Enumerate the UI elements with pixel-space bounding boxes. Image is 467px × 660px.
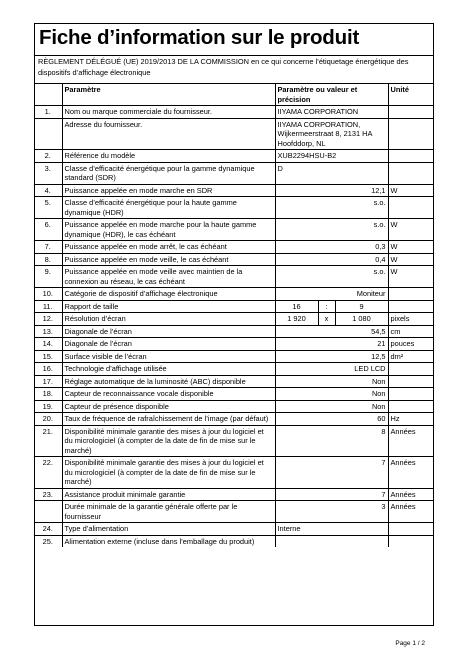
row-number: 23. xyxy=(34,488,62,501)
row-parameter: Adresse du fournisseur. xyxy=(62,118,275,150)
table-row xyxy=(34,118,434,150)
row-value: 0,3 xyxy=(275,241,388,254)
row-value: Moniteur xyxy=(275,288,388,301)
row-value: 7 xyxy=(275,457,388,489)
table-row xyxy=(34,219,434,241)
row-unit xyxy=(388,363,434,376)
table-row xyxy=(34,313,434,326)
row-unit: Années xyxy=(388,501,434,523)
page-title: Fiche d’information sur le produit xyxy=(39,26,360,49)
table-row xyxy=(34,325,434,338)
row-value: 21 xyxy=(275,338,388,351)
row-unit xyxy=(388,197,434,219)
row-value: 12,5 xyxy=(275,350,388,363)
value-part-1: 16 xyxy=(276,301,319,313)
row-value: 0,4 xyxy=(275,253,388,266)
row-number: 19. xyxy=(34,400,62,413)
table-row xyxy=(34,197,434,219)
row-parameter: Puissance appelée en mode veille avec maintien de la connexion au réseau, le cas échéant xyxy=(62,266,275,288)
row-parameter: Résolution d’écran xyxy=(62,313,275,326)
row-parameter: Réglage automatique de la luminosité (ABC) disponible xyxy=(62,375,275,388)
row-unit xyxy=(388,375,434,388)
row-parameter: Disponibilité minimale garantie des mises à jour du logiciel et du micrologiciel (à compter de la date de fin de mise sur le marché) xyxy=(62,457,275,489)
table-row xyxy=(34,162,434,184)
row-value: Non xyxy=(275,400,388,413)
row-unit: W xyxy=(388,266,434,288)
row-unit: W xyxy=(388,253,434,266)
header-value: Paramètre ou valeur et précision xyxy=(275,84,388,106)
split-value xyxy=(276,301,388,313)
row-unit xyxy=(388,118,434,150)
row-parameter: Technologie d’affichage utilisée xyxy=(62,363,275,376)
table-row xyxy=(34,266,434,288)
row-unit xyxy=(388,162,434,184)
row-parameter: Puissance appelée en mode marche en SDR xyxy=(62,184,275,197)
row-parameter: Capteur de reconnaissance vocale disponible xyxy=(62,388,275,401)
row-parameter: Référence du modèle xyxy=(62,150,275,163)
row-number: 21. xyxy=(34,425,62,457)
row-value: 7 xyxy=(275,488,388,501)
table-row xyxy=(34,388,434,401)
table-row xyxy=(34,253,434,266)
table-row xyxy=(34,501,434,523)
row-number: 20. xyxy=(34,413,62,426)
table-row xyxy=(34,400,434,413)
row-unit: dm² xyxy=(388,350,434,363)
row-unit: Années xyxy=(388,425,434,457)
table-header-row xyxy=(34,84,434,106)
row-unit xyxy=(388,388,434,401)
table-row xyxy=(34,184,434,197)
table-row xyxy=(34,375,434,388)
row-number: 15. xyxy=(34,350,62,363)
table-row xyxy=(34,535,434,547)
value-separator: x xyxy=(319,313,336,325)
row-number: 17. xyxy=(34,375,62,388)
row-parameter: Puissance appelée en mode veille, le cas échéant xyxy=(62,253,275,266)
row-parameter: Disponibilité minimale garantie des mises à jour du logiciel et du micrologiciel (à compter de la date de fin de mise sur le marché) xyxy=(62,425,275,457)
row-number: 10. xyxy=(34,288,62,301)
row-number: 18. xyxy=(34,388,62,401)
row-value: LED LCD xyxy=(275,363,388,376)
title-divider xyxy=(35,55,433,56)
header-parameter: Paramètre xyxy=(62,84,275,106)
row-number: 1. xyxy=(34,106,62,119)
row-number: 25. xyxy=(34,535,62,547)
row-value: D xyxy=(275,162,388,184)
row-unit xyxy=(388,288,434,301)
row-number: 22. xyxy=(34,457,62,489)
table-row xyxy=(34,338,434,351)
row-parameter: Assistance produit minimale garantie xyxy=(62,488,275,501)
row-value xyxy=(275,535,388,547)
row-unit xyxy=(388,150,434,163)
row-number: 16. xyxy=(34,363,62,376)
product-information-sheet xyxy=(34,23,434,626)
row-value: 54,5 xyxy=(275,325,388,338)
row-number xyxy=(34,501,62,523)
row-parameter: Type d’alimentation xyxy=(62,523,275,536)
row-value: 60 xyxy=(275,413,388,426)
row-number: 12. xyxy=(34,313,62,326)
regulation-subtitle: RÈGLEMENT DÉLÉGUÉ (UE) 2019/2013 DE LA COMMISSION en ce qui concerne l’étiquetage énergétique des dispositifs d’affichage électronique xyxy=(38,57,409,77)
row-value: s.o. xyxy=(275,197,388,219)
table-row xyxy=(34,106,434,119)
row-number: 13. xyxy=(34,325,62,338)
row-number: 9. xyxy=(34,266,62,288)
row-number xyxy=(34,118,62,150)
table-row xyxy=(34,425,434,457)
value-separator: : xyxy=(319,301,336,313)
table-row xyxy=(34,488,434,501)
row-parameter: Diagonale de l’écran xyxy=(62,338,275,351)
row-parameter: Catégorie de dispositif d’affichage électronique xyxy=(62,288,275,301)
row-number: 14. xyxy=(34,338,62,351)
row-value: XUB2294HSU-B2 xyxy=(275,150,388,163)
row-unit xyxy=(388,300,434,313)
header-number-cell xyxy=(34,84,62,106)
table-row xyxy=(34,300,434,313)
row-parameter: Alimentation externe (incluse dans l’emballage du produit) xyxy=(62,535,275,547)
row-unit xyxy=(388,535,434,547)
row-unit xyxy=(388,523,434,536)
row-unit: cm xyxy=(388,325,434,338)
row-parameter: Nom ou marque commerciale du fournisseur. xyxy=(62,106,275,119)
row-unit xyxy=(388,400,434,413)
row-unit: pouces xyxy=(388,338,434,351)
row-number: 8. xyxy=(34,253,62,266)
row-parameter: Surface visible de l’écran xyxy=(62,350,275,363)
value-part-2: 1 080 xyxy=(352,314,371,323)
row-parameter: Classe d’efficacité énergétique pour la gamme dynamique standard (SDR) xyxy=(62,162,275,184)
split-value xyxy=(276,313,388,325)
table-row xyxy=(34,150,434,163)
row-unit: pixels xyxy=(388,313,434,326)
table-row xyxy=(34,241,434,254)
row-parameter: Puissance appelée en mode arrêt, le cas échéant xyxy=(62,241,275,254)
row-value: 3 xyxy=(275,501,388,523)
row-value: Non xyxy=(275,375,388,388)
page-number: Page 1 / 2 xyxy=(395,640,425,647)
table-row xyxy=(34,413,434,426)
table-row xyxy=(34,288,434,301)
row-value xyxy=(275,300,388,313)
row-unit xyxy=(388,106,434,119)
header-unit: Unité xyxy=(388,84,434,106)
row-value: s.o. xyxy=(275,266,388,288)
row-parameter: Diagonale de l’écran xyxy=(62,325,275,338)
value-part-1: 1 920 xyxy=(276,313,319,325)
row-value: Interne xyxy=(275,523,388,536)
row-unit: Années xyxy=(388,457,434,489)
row-number: 7. xyxy=(34,241,62,254)
row-parameter: Classe d’efficacité énergétique pour la haute gamme dynamique (HDR) xyxy=(62,197,275,219)
row-parameter: Puissance appelée en mode marche pour la haute gamme dynamique (HDR), le cas échéant xyxy=(62,219,275,241)
row-value: IIYAMA CORPORATION, Wijkermeerstraat 8, 2131 HA Hoofddorp, NL xyxy=(275,118,388,150)
row-value xyxy=(275,313,388,326)
row-unit: Hz xyxy=(388,413,434,426)
table-row xyxy=(34,363,434,376)
row-value: Non xyxy=(275,388,388,401)
row-number: 11. xyxy=(34,300,62,313)
row-number: 6. xyxy=(34,219,62,241)
row-unit: W xyxy=(388,219,434,241)
table-row xyxy=(34,457,434,489)
row-unit: W xyxy=(388,241,434,254)
row-unit: W xyxy=(388,184,434,197)
row-value: IIYAMA CORPORATION xyxy=(275,106,388,119)
row-value: s.o. xyxy=(275,219,388,241)
row-number: 3. xyxy=(34,162,62,184)
row-parameter: Durée minimale de la garantie générale offerte par le fournisseur xyxy=(62,501,275,523)
row-parameter: Taux de fréquence de rafraîchissement de l’image (par défaut) xyxy=(62,413,275,426)
row-parameter: Rapport de taille xyxy=(62,300,275,313)
row-number: 4. xyxy=(34,184,62,197)
product-info-table xyxy=(34,83,434,547)
row-number: 2. xyxy=(34,150,62,163)
row-parameter: Capteur de présence disponible xyxy=(62,400,275,413)
table-row xyxy=(34,350,434,363)
row-number: 5. xyxy=(34,197,62,219)
product-info-table-body xyxy=(34,84,434,548)
row-unit: Années xyxy=(388,488,434,501)
row-value: 8 xyxy=(275,425,388,457)
row-number: 24. xyxy=(34,523,62,536)
row-value: 12,1 xyxy=(275,184,388,197)
value-part-2: 9 xyxy=(359,301,364,311)
table-row xyxy=(34,523,434,536)
